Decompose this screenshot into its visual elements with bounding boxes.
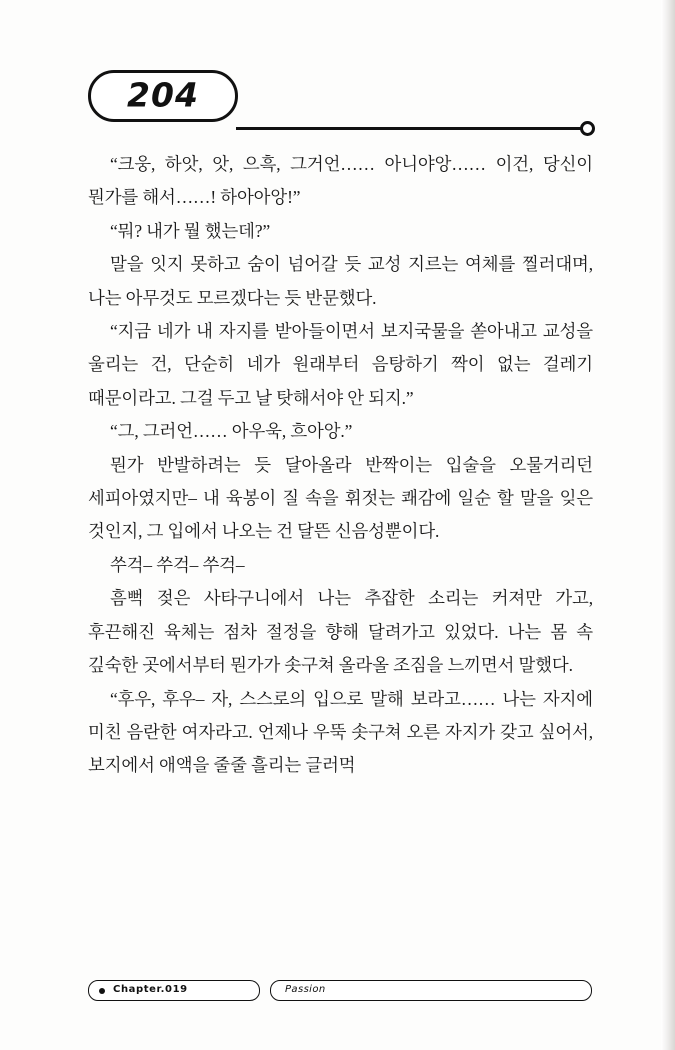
paragraph: 뭔가 반발하려는 듯 달아올라 반짝이는 입술을 오물거리던 세피아였지만– 내 육봉이 질 속을 휘젓는 쾌감에 일순 할 말을 잊은 것인지, 그 입에서 나오는 건 달뜬 신음성뿐이다. [88, 454, 593, 542]
page-body-text [88, 148, 593, 783]
footer-chapter-label: Chapter.019 [113, 984, 188, 995]
page-edge-shadow [661, 0, 675, 1050]
page-header [88, 70, 598, 132]
page-footer [88, 980, 593, 1002]
paragraph: 흠뻑 젖은 사타구니에서 나는 추잡한 소리는 커져만 가고, 후끈해진 육체는 점차 절정을 향해 달려가고 있었다. 나는 몸 속 깊숙한 곳에서부터 뭔가가 솟구쳐 올라올 조짐을 느끼면서 말했다. [88, 588, 593, 676]
page-number: 204 [127, 75, 199, 115]
footer-title-badge [270, 980, 592, 1001]
paragraph: “그, 그러언…… 아우욱, 흐아앙.” [110, 421, 353, 442]
paragraph: “크웅, 하앗, 앗, 으흑, 그거언…… 아니야앙…… 이건, 당신이 뭔가를 해서……! 하아아앙!” [88, 154, 593, 208]
header-rule [236, 127, 586, 130]
paragraph: “뭐? 내가 뭘 했는데?” [110, 220, 271, 241]
bullet-dot-icon [99, 988, 105, 994]
paragraph: “지금 네가 내 자지를 받아들이면서 보지국물을 쏟아내고 교성을 울리는 건, 단순히 네가 원래부터 음탕하기 짝이 없는 걸레기 때문이라고. 그걸 두고 날 탓해서야 안 되지.” [88, 321, 593, 408]
page-number-badge [88, 70, 238, 122]
paragraph: “후우, 후우– 자, 스스로의 입으로 말해 보라고…… 나는 자지에 미친 음란한 여자라고. 언제나 우뚝 솟구쳐 오른 자지가 갖고 싶어서, 보지에서 애액을 줄줄 흘리는 글러먹 [88, 688, 593, 776]
footer-chapter-badge [88, 980, 260, 1001]
paragraph: 쑤걱– 쑤걱– 쑤걱– [110, 554, 245, 575]
header-end-dot-icon [580, 121, 595, 136]
paragraph: 말을 잇지 못하고 숨이 넘어갈 듯 교성 지르는 여체를 찔러대며, 나는 아무것도 모르겠다는 듯 반문했다. [88, 254, 593, 308]
footer-title-label: Passion [285, 984, 326, 995]
